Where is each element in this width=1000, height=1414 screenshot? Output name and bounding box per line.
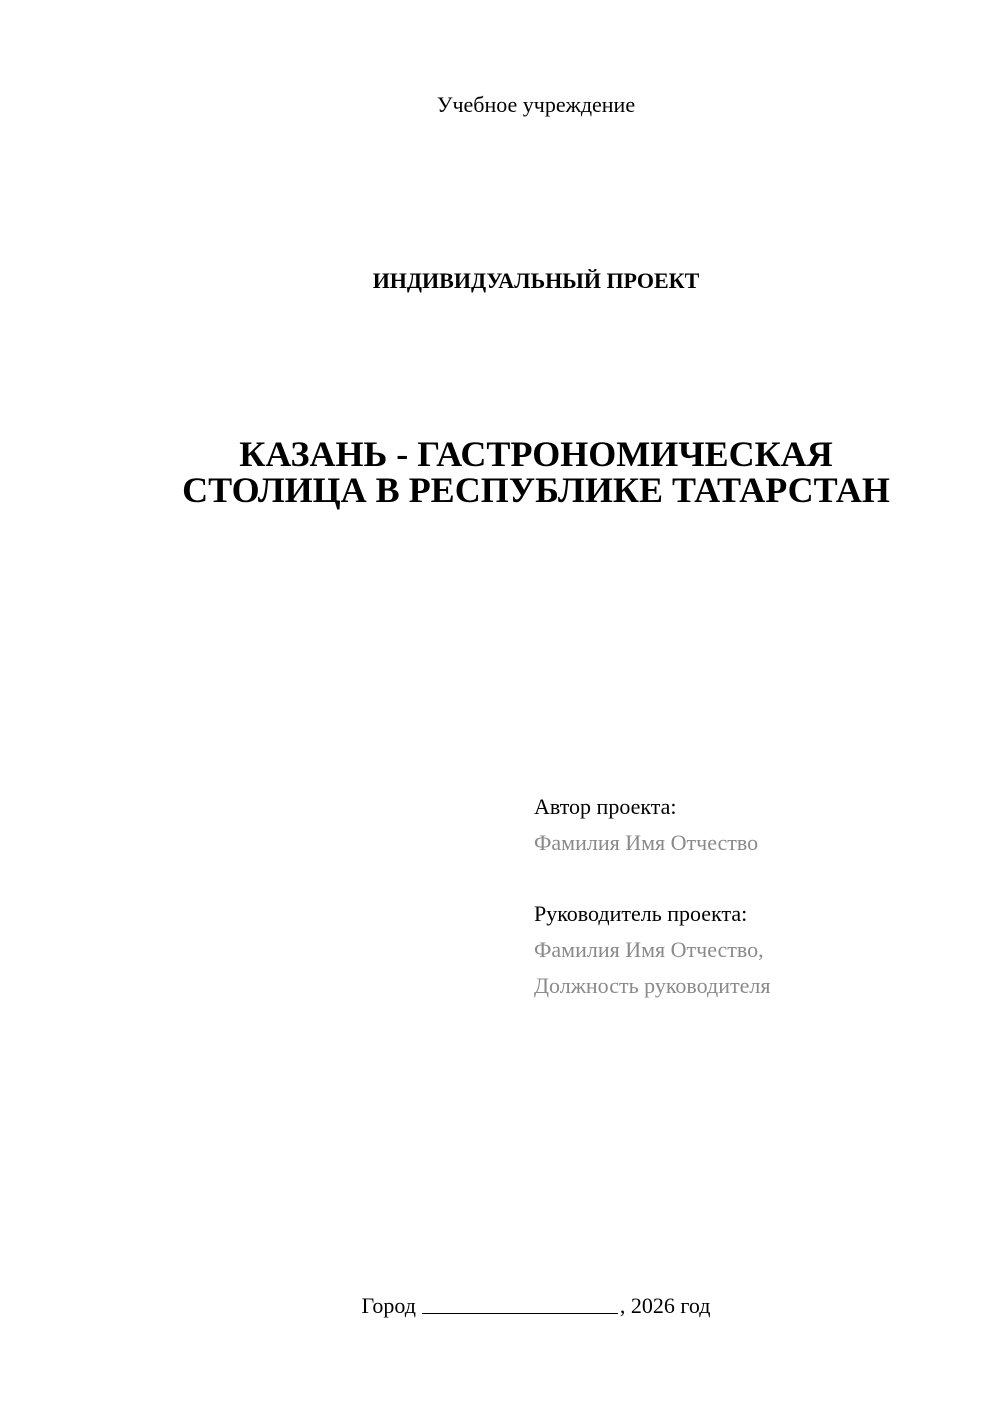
author-label: Автор проекта:	[534, 794, 677, 819]
project-title-line-1: КАЗАНЬ - ГАСТРОНОМИЧЕСКАЯ	[239, 434, 833, 474]
city-blank-line	[422, 1291, 618, 1314]
project-title	[0, 436, 1000, 508]
credits-block	[534, 789, 770, 1004]
supervisor-label: Руководитель проекта:	[534, 901, 748, 926]
project-title-line-2: СТОЛИЦА В РЕСПУБЛИКЕ ТАТАРСТАН	[182, 470, 890, 510]
year-text: , 2026 год	[619, 1293, 711, 1318]
footer-city-year	[0, 1290, 1000, 1319]
author-name: Фамилия Имя Отчество	[534, 830, 759, 855]
institution-name: Учебное учреждение	[436, 92, 636, 117]
supervisor-position: Должность руководителя	[534, 973, 771, 998]
city-label: Город	[361, 1293, 416, 1318]
project-type-heading: ИНДИВИДУАЛЬНЫЙ ПРОЕКТ	[372, 268, 700, 293]
supervisor-name: Фамилия Имя Отчество,	[534, 937, 764, 962]
credits-spacer	[534, 861, 770, 896]
